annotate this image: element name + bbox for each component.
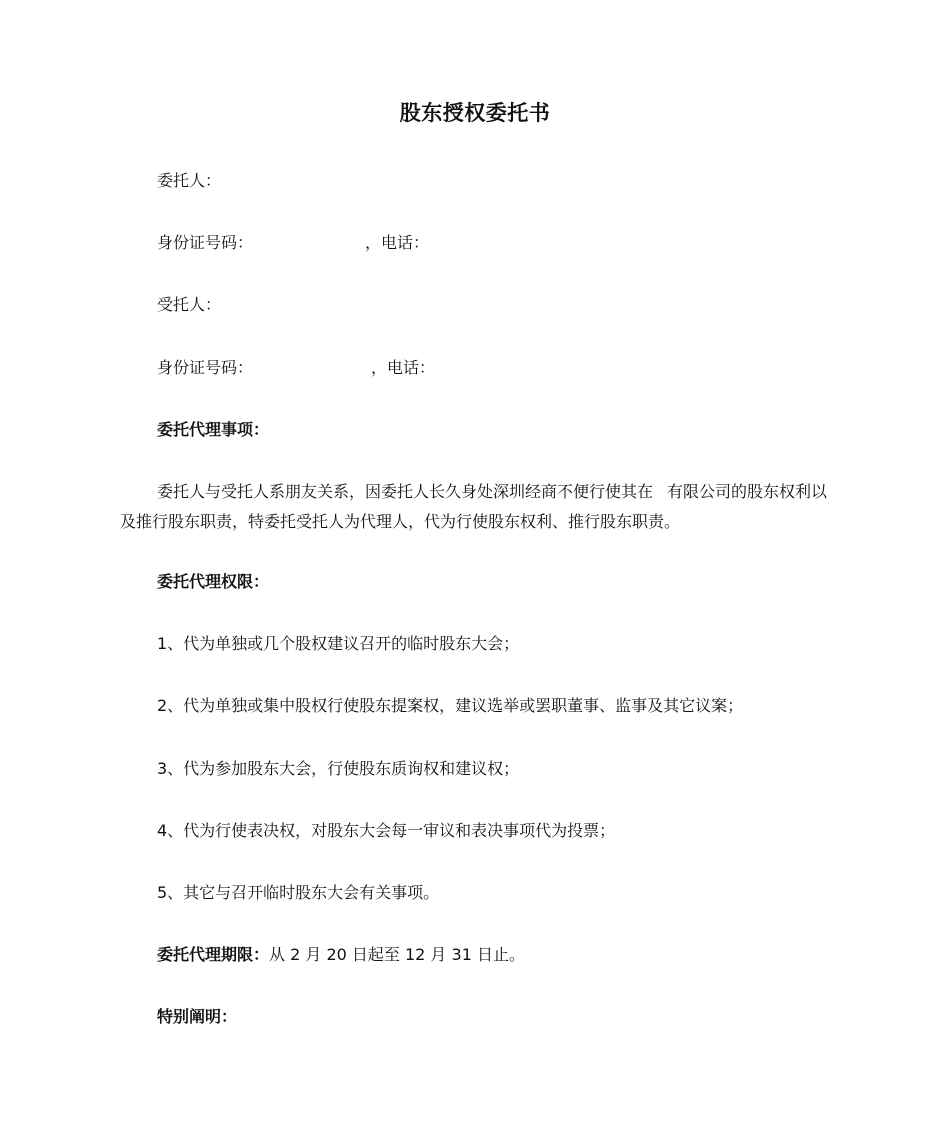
authority-item: 3、代为参加股东大会，行使股东质询权和建议权； — [157, 759, 520, 778]
term-text: 从 2 月 20 日起至 12 月 31 日止。 — [269, 945, 525, 964]
matters-text-part1: 委托人与受托人系朋友关系，因委托人长久身处深圳经商不便行使其在 — [157, 482, 654, 501]
authority-item: 1、代为单独或几个股权建议召开的临时股东大会； — [157, 634, 520, 653]
matters-heading: 委托代理事项： — [157, 420, 270, 439]
principal-id-line — [157, 231, 429, 255]
principal-label: 委托人： — [157, 171, 222, 190]
matters-paragraph — [120, 477, 840, 537]
agent-line — [157, 293, 221, 317]
agent-id-label: 身份证号码： — [157, 358, 254, 377]
principal-phone-label: ，电话： — [365, 233, 430, 252]
agent-label: 受托人： — [157, 295, 222, 314]
authority-item: 2、代为单独或集中股权行使股东提案权，建议选举或罢职董事、监事及其它议案； — [157, 696, 744, 715]
authority-item: 5、其它与召开临时股东大会有关事项。 — [157, 883, 440, 902]
agent-id-line — [157, 356, 435, 380]
term-line — [157, 943, 525, 967]
authority-heading: 委托代理权限： — [157, 572, 270, 591]
special-heading: 特别阐明： — [157, 1007, 238, 1026]
term-heading: 委托代理期限： — [157, 945, 270, 964]
agent-phone-label: ，电话： — [371, 358, 436, 377]
document-title: 股东授权委托书 — [399, 101, 551, 125]
matters-text-part2: 有限公司的股东权利以及推行股东职责，特委托受托人为代理人，代为行使股东权利、推行股东职责。 — [120, 482, 828, 531]
authority-item: 4、代为行使表决权，对股东大会每一审议和表决事项代为投票； — [157, 821, 616, 840]
principal-line — [157, 169, 221, 193]
principal-id-label: 身份证号码： — [157, 233, 254, 252]
